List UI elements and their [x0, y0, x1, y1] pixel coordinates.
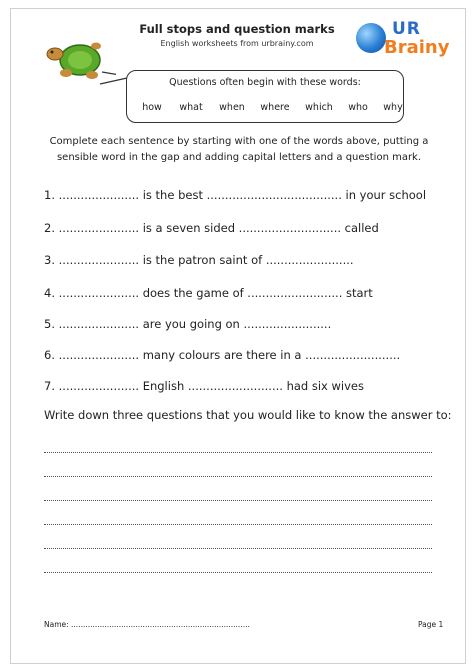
- logo-ur-text: UR: [392, 19, 421, 39]
- question-item: 5. ...................... are you going on ........................: [44, 317, 332, 331]
- page-title: Full stops and question marks: [139, 22, 335, 36]
- question-word: who: [348, 102, 368, 113]
- answer-line[interactable]: [44, 548, 432, 549]
- name-field[interactable]: Name: ...........................................................................: [44, 620, 250, 629]
- question-item: 4. ...................... does the game of .......................... start: [44, 286, 373, 300]
- question-word: why: [383, 102, 403, 113]
- write-prompt: Write down three questions that you would like to know the answer to:: [44, 408, 452, 422]
- question-word: how: [142, 102, 162, 113]
- answer-line[interactable]: [44, 572, 432, 573]
- answer-line[interactable]: [44, 524, 432, 525]
- question-item: 6. ...................... many colours are there in a ..........................: [44, 348, 401, 362]
- question-word: which: [305, 102, 333, 113]
- question-item: 7. ...................... English .......................... had six wives: [44, 379, 364, 393]
- page-subtitle: English worksheets from urbrainy.com: [160, 39, 314, 48]
- question-words-title: Questions often begin with these words:: [169, 77, 361, 88]
- answer-line[interactable]: [44, 476, 432, 477]
- question-item: 1. ...................... is the best ..................................... in your school: [44, 188, 427, 202]
- answer-line[interactable]: [44, 500, 432, 501]
- answer-line[interactable]: [44, 452, 432, 453]
- question-word: what: [179, 102, 203, 113]
- question-item: 3. ...................... is the patron saint of ........................: [44, 253, 354, 267]
- question-item: 2. ...................... is a seven sided ............................ called: [44, 221, 379, 235]
- question-word: when: [219, 102, 245, 113]
- page-number: Page 1: [418, 620, 444, 629]
- question-word: where: [260, 102, 290, 113]
- instructions-text: Complete each sentence by starting with one of the words above, putting a sensible word in the gap and adding capital letters and a question mark.: [49, 136, 429, 163]
- logo-brainy-text: Brainy: [384, 37, 450, 58]
